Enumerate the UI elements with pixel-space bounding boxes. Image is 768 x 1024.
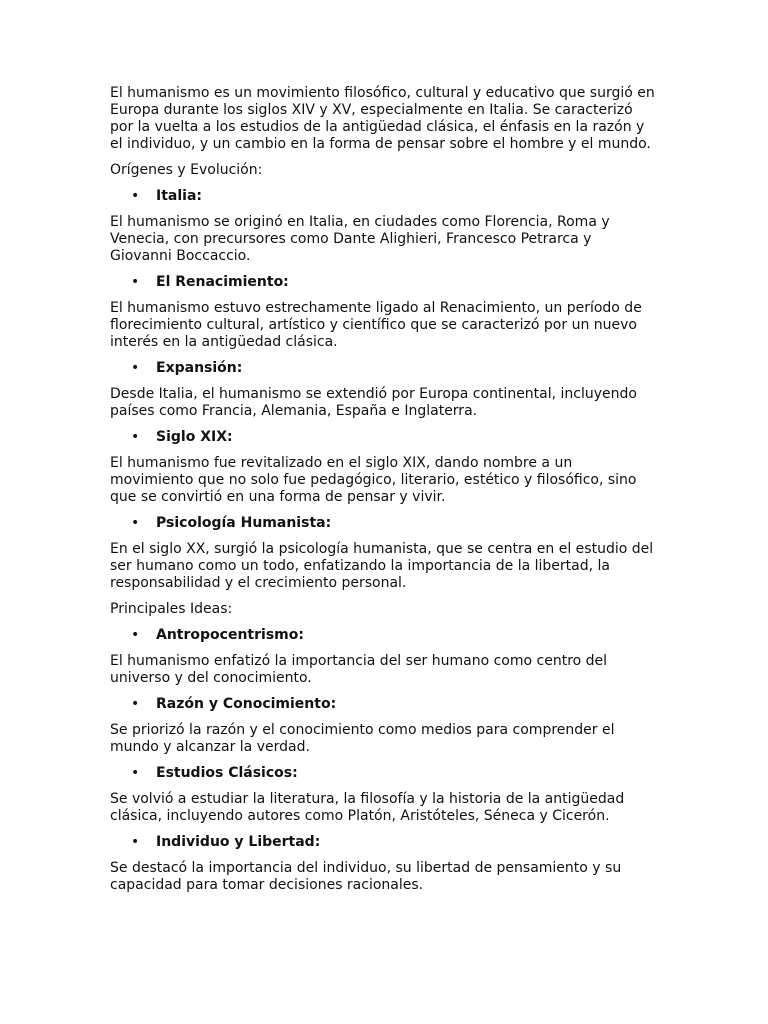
paragraph: El humanismo fue revitalizado en el siglo XIX, dando nombre a un movimiento que no solo fue pedagógico, literario, estético y filosófico, sino que se convirtió en una forma de pensar y vivir. bbox=[110, 455, 637, 505]
document-body bbox=[110, 85, 655, 903]
bullet-label: Italia: bbox=[156, 188, 202, 204]
section-heading-origins: Orígenes y Evolución: bbox=[110, 162, 263, 178]
bullet-label: Expansión: bbox=[156, 360, 243, 376]
paragraph: Se priorizó la razón y el conocimiento como medios para comprender el mundo y alcanzar la verdad. bbox=[110, 722, 615, 755]
intro-paragraph: El humanismo es un movimiento filosófico, cultural y educativo que surgió en Europa durante los siglos XIV y XV, especialmente en Italia. Se caracterizó por la vuelta a los estudios de la antigüedad clásica, el énfasis en la razón y el individuo, y un cambio en la forma de pensar sobre el hombre y el mundo. bbox=[110, 85, 655, 152]
paragraph: El humanismo enfatizó la importancia del ser humano como centro del universo y del conocimiento. bbox=[110, 653, 608, 686]
paragraph: Desde Italia, el humanismo se extendió por Europa continental, incluyendo países como Francia, Alemania, España e Inglaterra. bbox=[110, 386, 637, 419]
bullet-label: Siglo XIX: bbox=[156, 429, 233, 445]
bullet-item bbox=[110, 515, 655, 532]
bullet-label: Antropocentrismo: bbox=[156, 627, 304, 643]
bullet-item bbox=[110, 429, 655, 446]
paragraph: Se volvió a estudiar la literatura, la filosofía y la historia de la antigüedad clásica, incluyendo autores como Platón, Aristóteles, Séneca y Cicerón. bbox=[110, 791, 625, 824]
bullet-item bbox=[110, 627, 655, 644]
bullet-icon: • bbox=[131, 696, 140, 712]
bullet-label: El Renacimiento: bbox=[156, 274, 289, 290]
bullet-icon: • bbox=[131, 429, 140, 445]
bullet-icon: • bbox=[131, 834, 140, 850]
bullet-item bbox=[110, 188, 655, 205]
bullet-label: Individuo y Libertad: bbox=[156, 834, 321, 850]
bullet-item bbox=[110, 274, 655, 291]
bullet-icon: • bbox=[131, 765, 140, 781]
section-heading-ideas: Principales Ideas: bbox=[110, 601, 233, 617]
bullet-label: Razón y Conocimiento: bbox=[156, 696, 337, 712]
bullet-label: Psicología Humanista: bbox=[156, 515, 332, 531]
bullet-item bbox=[110, 834, 655, 851]
bullet-label: Estudios Clásicos: bbox=[156, 765, 298, 781]
bullet-icon: • bbox=[131, 627, 140, 643]
bullet-icon: • bbox=[131, 360, 140, 376]
paragraph: Se destacó la importancia del individuo, su libertad de pensamiento y su capacidad para tomar decisiones racionales. bbox=[110, 860, 622, 893]
bullet-icon: • bbox=[131, 274, 140, 290]
paragraph: En el siglo XX, surgió la psicología humanista, que se centra en el estudio del ser humano como un todo, enfatizando la importancia de la libertad, la responsabilidad y el crecimiento personal. bbox=[110, 541, 654, 591]
bullet-icon: • bbox=[131, 515, 140, 531]
bullet-icon: • bbox=[131, 188, 140, 204]
paragraph: El humanismo se originó en Italia, en ciudades como Florencia, Roma y Venecia, con precursores como Dante Alighieri, Francesco Petrarca y Giovanni Boccaccio. bbox=[110, 214, 610, 264]
bullet-item bbox=[110, 360, 655, 377]
bullet-item bbox=[110, 765, 655, 782]
bullet-item bbox=[110, 696, 655, 713]
paragraph: El humanismo estuvo estrechamente ligado al Renacimiento, un período de florecimiento cultural, artístico y científico que se caracterizó por un nuevo interés en la antigüedad clásica. bbox=[110, 300, 642, 350]
